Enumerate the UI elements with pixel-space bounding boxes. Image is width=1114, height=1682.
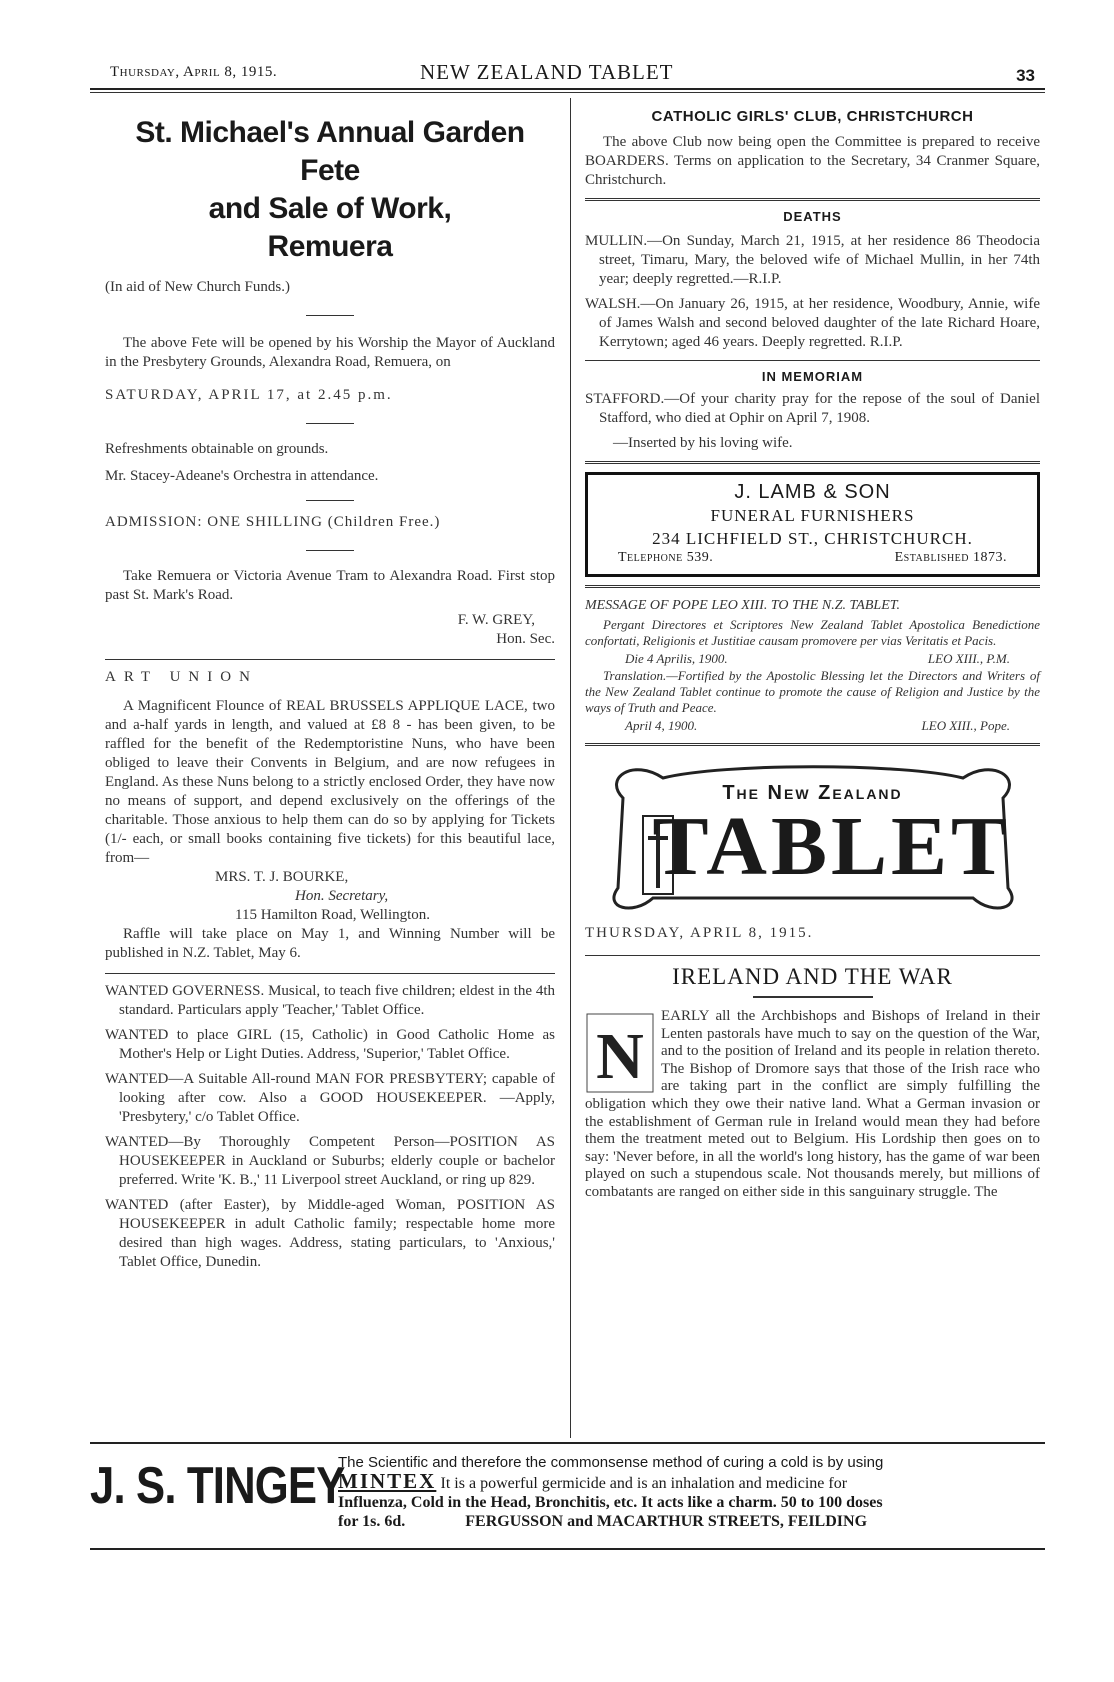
art-union-raffle: Raffle will take place on May 1, and Winning Number will be published in N.Z. Tablet, May 6. bbox=[105, 926, 555, 961]
art-union-address: 115 Hamilton Road, Wellington. bbox=[235, 907, 431, 923]
fete-admission: ADMISSION: ONE SHILLING (Children Free.) bbox=[105, 514, 441, 530]
lamb-advertisement bbox=[585, 472, 1040, 577]
memoriam-inserted: —Inserted by his loving wife. bbox=[613, 435, 793, 451]
tingey-line-2: It is a powerful germicide and is an inhalation and medicine for bbox=[440, 1475, 848, 1492]
art-union-heading: ART UNION bbox=[105, 669, 258, 685]
section-rule bbox=[585, 585, 1040, 588]
lamb-name: J. LAMB & SON bbox=[734, 481, 891, 503]
short-rule bbox=[306, 315, 354, 316]
tingey-line-2-row bbox=[338, 1469, 1043, 1493]
pope-latin-sign: LEO XIII., P.M. bbox=[927, 651, 1010, 666]
pope-message bbox=[585, 596, 1040, 735]
memoriam-heading: IN MEMORIAM bbox=[761, 369, 864, 384]
memoriam-entry: STAFFORD.—Of your charity pray for the repose of the soul of Daniel Stafford, who died at Ophir on April 7, 1908. bbox=[585, 391, 1040, 426]
art-union-name: MRS. T. J. BOURKE, bbox=[215, 869, 349, 885]
fete-title-line-1: St. Michael's Annual Garden Fete bbox=[135, 116, 525, 187]
tingey-line-3: Influenza, Cold in the Head, Bronchitis, etc. It acts like a charm. 50 to 100 doses bbox=[338, 1494, 883, 1511]
lamb-telephone: Telephone 539. bbox=[618, 550, 714, 565]
art-union-body: A Magnificent Flounce of REAL BRUSSELS APPLIQUE LACE, two and a-half yards in length, and valued at £8 8 - has been given, to be raffled for the benefit of the Redemptoristine Nuns, who have been obliged to leave their Convents in Belgium, and are now refugees in England. As these Nuns belong to a strictly enclosed Order, they have now no means of support, and depend exclusively on the offerings of the charitable. Those anxious to help them can do so by applying for Tickets (1/- each, or small books containing five tickets) for this beautiful lace, from— bbox=[105, 698, 555, 866]
pope-translation: Translation.—Fortified by the Apostolic Blessing let the Directors and Writers of the New Zealand Tablet continue to promote the cause of Religion and Justice by the ways of Truth and Peace. bbox=[585, 668, 1040, 715]
fete-title-line-3: Remuera bbox=[267, 230, 393, 263]
section-rule bbox=[585, 360, 1040, 361]
fete-datetime: SATURDAY, APRIL 17, at 2.45 p.m. bbox=[105, 387, 393, 403]
column-separator bbox=[570, 98, 571, 1438]
section-rule bbox=[105, 659, 555, 660]
fete-orchestra: Mr. Stacey-Adeane's Orchestra in attendance. bbox=[105, 468, 379, 484]
short-rule bbox=[306, 550, 354, 551]
mintex-product: MINTEX bbox=[338, 1469, 437, 1493]
wanted-ad: WANTED (after Easter), by Middle-aged Woman, POSITION AS HOUSEKEEPER in adult Catholic family; respectable home more desired than high wages. Address, stating particulars, to 'Anxious,' Tablet Office, Dunedin. bbox=[105, 1197, 555, 1270]
fete-signer-title: Hon. Sec. bbox=[496, 631, 555, 647]
dropcap-n bbox=[585, 1012, 655, 1094]
masthead-date: THURSDAY, APRIL 8, 1915. bbox=[585, 925, 814, 941]
wanted-ad: WANTED to place GIRL (15, Catholic) in Good Catholic Home as Mother's Help or Light Duties. Address, 'Superior,' Tablet Office. bbox=[105, 1027, 555, 1062]
pope-heading: MESSAGE OF POPE LEO XIII. TO THE N.Z. TABLET. bbox=[585, 598, 900, 613]
pope-latin-date: Die 4 Aprilis, 1900. bbox=[625, 651, 728, 666]
lamb-info-row bbox=[598, 550, 1027, 566]
tingey-address: FERGUSSON and MACARTHUR STREETS, FEILDING bbox=[465, 1513, 868, 1530]
wanted-ad: WANTED—A Suitable All-round MAN FOR PRESBYTERY; capable of looking after cow. Also a GOOD HOUSEKEEPER. —Apply, 'Presbytery,' c/o Tablet Office. bbox=[105, 1071, 555, 1125]
pope-translation-signature-row bbox=[585, 716, 1040, 735]
fete-body: The above Fete will be opened by his Worship the Mayor of Auckland in the Presbytery Grounds, Alexandra Road, Remuera, on bbox=[105, 335, 555, 370]
short-rule bbox=[306, 423, 354, 424]
art-union-role: Hon. Secretary, bbox=[295, 888, 389, 904]
page-number: 33 bbox=[1016, 66, 1035, 85]
header-rule bbox=[90, 92, 1045, 93]
section-rule bbox=[105, 973, 555, 974]
fete-title-line-2: and Sale of Work, bbox=[208, 192, 452, 225]
fete-subtitle: (In aid of New Church Funds.) bbox=[105, 279, 290, 295]
short-rule bbox=[306, 500, 354, 501]
girls-club-heading: CATHOLIC GIRLS' CLUB, CHRISTCHURCH bbox=[651, 108, 974, 125]
ireland-body: EARLY all the Archbishops and Bishops of Ireland in their Lenten pastorals have much to say on the question of the War, and to the position of Ireland and its people in relation thereto. The Bishop of Dromore says that those of the Irish race who are taking part in the conflict are simply fulfilling the obligation which they owe their native land. What a German invasion or the establishment of German rule in Ireland would mean they had before them the treatment meted out to Belgium. His Lordship then goes on to say: 'Never before, in all the world's long history, has the game of war been played on such a stupendous scale. Not thousands merely, but millions of combatants are ranged on either side in this sanguinary struggle. The bbox=[585, 1008, 1040, 1200]
footer-bottom-rule bbox=[90, 1548, 1045, 1550]
fete-title bbox=[105, 114, 555, 266]
dropcap-ornament bbox=[585, 1012, 655, 1094]
section-rule bbox=[585, 955, 1040, 956]
paper-title: NEW ZEALAND TABLET bbox=[420, 60, 674, 84]
fete-refreshments: Refreshments obtainable on grounds. bbox=[105, 441, 329, 457]
death-notice: MULLIN.—On Sunday, March 21, 1915, at her residence 86 Theodocia street, Timaru, Mary, the beloved wife of Michael Mullin, in her 74th year; deeply regretted.—R.I.P. bbox=[585, 233, 1040, 287]
art-union-notice bbox=[105, 668, 555, 963]
tablet-masthead bbox=[603, 758, 1023, 916]
death-notice: WALSH.—On January 26, 1915, at her residence, Woodbury, Annie, wife of James Walsh and second beloved daughter of the late Richard Hoare, Kerrytown; aged 46 years. Deeply regretted. R.I.P. bbox=[585, 296, 1040, 350]
wanted-ads bbox=[105, 982, 555, 1272]
fete-directions: Take Remuera or Victoria Avenue Tram to Alexandra Road. First stop past St. Mark's Road. bbox=[105, 568, 555, 603]
dropcap-letter: N bbox=[596, 1020, 644, 1093]
right-column bbox=[585, 100, 1040, 1440]
tingey-copy bbox=[338, 1453, 1043, 1531]
issue-date: Thursday, April 8, 1915. bbox=[110, 64, 278, 80]
masthead-top: The New Zealand bbox=[722, 782, 903, 804]
ireland-article bbox=[585, 1008, 1040, 1202]
ireland-heading: IRELAND AND THE WAR bbox=[672, 964, 953, 989]
tingey-line-4-row bbox=[338, 1512, 1043, 1531]
footer-rule bbox=[90, 1442, 1045, 1444]
lamb-line-1: FUNERAL FURNISHERS bbox=[710, 506, 915, 525]
pope-latin: Pergant Directores et Scriptores New Zealand Tablet Apostolica Benedictione confortati, Religionis et Justitiae causam promovere per vias Veritatis et Pacis. bbox=[585, 617, 1040, 648]
lamb-established: Established 1873. bbox=[894, 550, 1007, 565]
section-rule bbox=[585, 198, 1040, 201]
section-rule bbox=[585, 461, 1040, 464]
tingey-price: for 1s. 6d. bbox=[338, 1513, 406, 1530]
fete-notice bbox=[105, 114, 555, 649]
section-rule bbox=[585, 743, 1040, 746]
left-column bbox=[105, 100, 555, 1440]
fete-signer: F. W. GREY, bbox=[457, 612, 535, 628]
pope-translation-sign: LEO XIII., Pope. bbox=[921, 718, 1010, 733]
lamb-line-2: 234 LICHFIELD ST., CHRISTCHURCH. bbox=[652, 529, 973, 548]
deaths-heading: DEATHS bbox=[783, 209, 842, 224]
tingey-advertisement bbox=[90, 1448, 1045, 1548]
tingey-brand: J. S. TINGEY bbox=[90, 1457, 345, 1515]
tingey-line-1: The Scientific and therefore the commonsense method of curing a cold is by using bbox=[338, 1454, 884, 1471]
page-header bbox=[90, 58, 1045, 90]
wanted-ad: WANTED—By Thoroughly Competent Person—POSITION AS HOUSEKEEPER in Auckland or Suburbs; elderly couple or bachelor preferred. Write 'K. B.,' 11 Liverpool street Auckland, or ring up 829. bbox=[105, 1134, 555, 1188]
newspaper-page bbox=[90, 58, 1045, 1668]
heading-flourish bbox=[753, 996, 873, 998]
girls-club-body: The above Club now being open the Committee is prepared to receive BOARDERS. Terms on application to the Secretary, 34 Cranmer Square, Christchurch. bbox=[585, 134, 1040, 188]
masthead-big: TABLET bbox=[652, 800, 1012, 893]
pope-translation-date: April 4, 1900. bbox=[625, 718, 698, 733]
pope-latin-signature-row bbox=[585, 649, 1040, 668]
wanted-ad: WANTED GOVERNESS. Musical, to teach five children; eldest in the 4th standard. Particulars apply 'Teacher,' Tablet Office. bbox=[105, 983, 555, 1018]
